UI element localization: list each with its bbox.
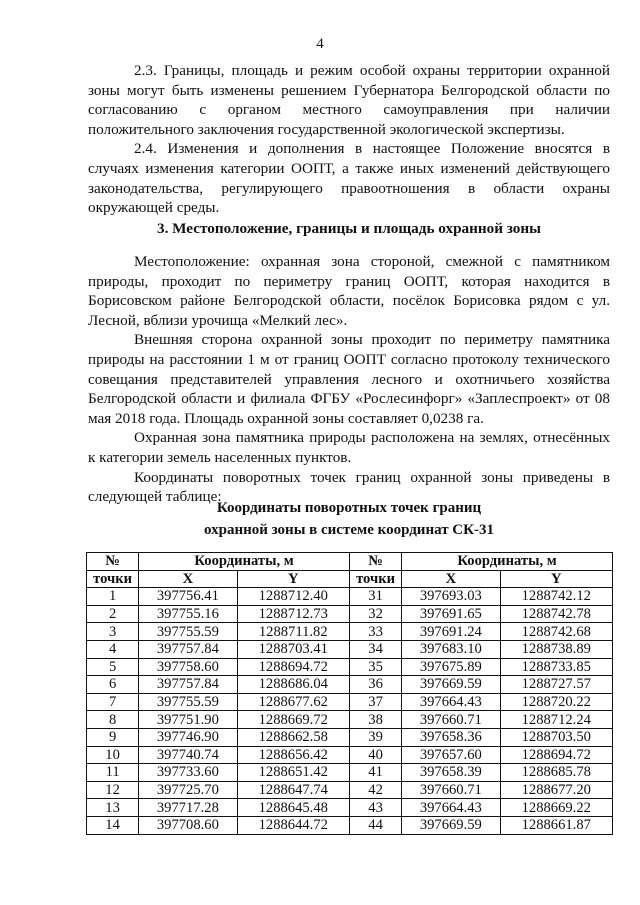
- table-cell-x1: 397725.70: [139, 781, 237, 799]
- table-row: [87, 605, 613, 623]
- table-cell-x2: 397675.89: [402, 658, 500, 676]
- table-cell-x2: 397669.59: [402, 816, 500, 834]
- header-num-left: №: [87, 553, 139, 571]
- table-cell-x1: 397708.60: [139, 816, 237, 834]
- table-cell-y2: 1288742.78: [500, 605, 612, 623]
- table-cell-n1: 6: [87, 676, 139, 694]
- table-cell-y1: 1288712.73: [237, 605, 349, 623]
- table-cell-y1: 1288686.04: [237, 676, 349, 694]
- header-x-right: X: [402, 570, 500, 588]
- table-cell-y2: 1288727.57: [500, 676, 612, 694]
- table-cell-n2: 34: [349, 640, 401, 658]
- table-cell-x1: 397757.84: [139, 640, 237, 658]
- table-row: [87, 623, 613, 641]
- table-cell-n2: 37: [349, 693, 401, 711]
- table-cell-n2: 43: [349, 799, 401, 817]
- table-cell-x2: 397691.65: [402, 605, 500, 623]
- header-point-right: точки: [349, 570, 401, 588]
- table-cell-y1: 1288677.62: [237, 693, 349, 711]
- header-y-right: Y: [500, 570, 612, 588]
- header-x-left: X: [139, 570, 237, 588]
- table-cell-n1: 8: [87, 711, 139, 729]
- table-cell-y1: 1288712.40: [237, 588, 349, 606]
- table-cell-x2: 397693.03: [402, 588, 500, 606]
- table-cell-y2: 1288733.85: [500, 658, 612, 676]
- table-cell-x2: 397683.10: [402, 640, 500, 658]
- table-row: [87, 640, 613, 658]
- table-cell-n1: 5: [87, 658, 139, 676]
- table-cell-y2: 1288742.12: [500, 588, 612, 606]
- header-point-left: точки: [87, 570, 139, 588]
- table-cell-y1: 1288645.48: [237, 799, 349, 817]
- table-cell-y2: 1288703.50: [500, 728, 612, 746]
- table-cell-x1: 397751.90: [139, 711, 237, 729]
- header-coords-left: Координаты, м: [139, 553, 350, 571]
- table-cell-x1: 397733.60: [139, 764, 237, 782]
- table-cell-y2: 1288661.87: [500, 816, 612, 834]
- table-cell-x2: 397664.43: [402, 799, 500, 817]
- table-row: [87, 728, 613, 746]
- table-header-row-2: [87, 570, 613, 588]
- table-cell-n2: 36: [349, 676, 401, 694]
- table-cell-x2: 397658.36: [402, 728, 500, 746]
- table-cell-x1: 397755.59: [139, 693, 237, 711]
- table-cell-y2: 1288694.72: [500, 746, 612, 764]
- table-row: [87, 693, 613, 711]
- paragraph-outer-boundary: Внешняя сторона охранной зоны проходит по периметру памятника природы на расстоянии 1 м от границ ООПТ согласно протоколу технического совещания представителей управления лесного и охотничьего хозяйства Белгородской области и филиала ФГБУ «Рослесинфорг» «Заплеспроект» от 08 мая 2018 года. Площадь охранной зоны составляет 0,0238 га.: [88, 331, 610, 427]
- table-cell-y2: 1288685.78: [500, 764, 612, 782]
- table-cell-x2: 397669.59: [402, 676, 500, 694]
- table-body: [87, 588, 613, 834]
- table-cell-x2: 397660.71: [402, 711, 500, 729]
- table-cell-x2: 397658.39: [402, 764, 500, 782]
- table-cell-x1: 397717.28: [139, 799, 237, 817]
- table-cell-n1: 10: [87, 746, 139, 764]
- table-cell-n1: 9: [87, 728, 139, 746]
- table-cell-y2: 1288742.68: [500, 623, 612, 641]
- header-coords-right: Координаты, м: [402, 553, 613, 571]
- paragraph-land-category: Охранная зона памятника природы расположена на землях, отнесённых к категории земель населенных пунктов.: [88, 429, 610, 466]
- paragraphs-top: [88, 61, 610, 218]
- table-cell-x1: 397740.74: [139, 746, 237, 764]
- table-cell-x1: 397755.16: [139, 605, 237, 623]
- table-cell-x2: 397691.24: [402, 623, 500, 641]
- table-cell-n2: 38: [349, 711, 401, 729]
- table-cell-n1: 4: [87, 640, 139, 658]
- table-cell-x2: 397657.60: [402, 746, 500, 764]
- table-cell-n1: 13: [87, 799, 139, 817]
- table-row: [87, 711, 613, 729]
- paragraph-location: Местоположение: охранная зона стороной, смежной с памятником природы, проходит по периметру границ ООПТ, которая находится в Борисовском районе Белгородской области, посёлок Борисовка рядом с ул. Лесной, вблизи урочища «Мелкий лес».: [88, 253, 610, 329]
- paragraph-2-3: 2.3. Границы, площадь и режим особой охраны территории охранной зоны могут быть изменены решением Губернатора Белгородской области по согласованию с органом местного самоуправления при наличии положительного заключения государственной экологической экспертизы.: [88, 62, 610, 138]
- table-cell-n1: 3: [87, 623, 139, 641]
- table-row: [87, 746, 613, 764]
- table-row: [87, 781, 613, 799]
- table-cell-n2: 40: [349, 746, 401, 764]
- table-row: [87, 588, 613, 606]
- table-cell-n1: 2: [87, 605, 139, 623]
- coordinates-table: [86, 552, 613, 835]
- table-row: [87, 676, 613, 694]
- table-title-line-2: охранной зоны в системе координат СК-31: [203, 522, 495, 538]
- table-cell-x2: 397664.43: [402, 693, 500, 711]
- header-y-left: Y: [237, 570, 349, 588]
- table-cell-n2: 31: [349, 588, 401, 606]
- table-cell-n1: 12: [87, 781, 139, 799]
- table-cell-n2: 35: [349, 658, 401, 676]
- table-cell-y1: 1288703.41: [237, 640, 349, 658]
- table-cell-y1: 1288644.72: [237, 816, 349, 834]
- table-cell-y1: 1288662.58: [237, 728, 349, 746]
- table-cell-x1: 397746.90: [139, 728, 237, 746]
- table-cell-n2: 33: [349, 623, 401, 641]
- table-cell-y2: 1288712.24: [500, 711, 612, 729]
- table-cell-y1: 1288694.72: [237, 658, 349, 676]
- header-num-right: №: [349, 553, 401, 571]
- table-header-row-1: [87, 553, 613, 571]
- table-cell-n2: 41: [349, 764, 401, 782]
- table-cell-n1: 1: [87, 588, 139, 606]
- table-cell-n1: 7: [87, 693, 139, 711]
- section-heading: 3. Местоположение, границы и площадь охранной зоны: [156, 220, 541, 237]
- table-row: [87, 816, 613, 834]
- table-cell-y2: 1288677.20: [500, 781, 612, 799]
- table-cell-x2: 397660.71: [402, 781, 500, 799]
- table-cell-n2: 32: [349, 605, 401, 623]
- table-cell-y2: 1288669.22: [500, 799, 612, 817]
- table-cell-y1: 1288651.42: [237, 764, 349, 782]
- table-cell-y2: 1288720.22: [500, 693, 612, 711]
- table-row: [87, 764, 613, 782]
- table-cell-y1: 1288647.74: [237, 781, 349, 799]
- paragraphs-section: [88, 252, 610, 507]
- table-cell-y1: 1288656.42: [237, 746, 349, 764]
- table-cell-n2: 42: [349, 781, 401, 799]
- table-row: [87, 658, 613, 676]
- table-title: [88, 497, 610, 541]
- table-cell-n1: 11: [87, 764, 139, 782]
- table-title-line-1: Координаты поворотных точек границ: [216, 500, 482, 516]
- table-cell-x1: 397755.59: [139, 623, 237, 641]
- table-cell-y2: 1288738.89: [500, 640, 612, 658]
- page-number: 4: [316, 36, 324, 52]
- table-cell-x1: 397756.41: [139, 588, 237, 606]
- table-cell-x1: 397757.84: [139, 676, 237, 694]
- table-cell-n2: 39: [349, 728, 401, 746]
- table-cell-x1: 397758.60: [139, 658, 237, 676]
- table-cell-n1: 14: [87, 816, 139, 834]
- paragraph-table-intro: Координаты поворотных точек границ охранной зоны приведены в следующей таблице:: [88, 468, 610, 506]
- paragraph-2-4: 2.4. Изменения и дополнения в настоящее Положение вносятся в случаях изменения категории ООПТ, а также иных изменений действующего законодательства, регулирующего правоотношения в области охраны окружающей среды.: [88, 140, 610, 217]
- table-row: [87, 799, 613, 817]
- table-cell-n2: 44: [349, 816, 401, 834]
- table-cell-y1: 1288711.82: [237, 623, 349, 641]
- table-cell-y1: 1288669.72: [237, 711, 349, 729]
